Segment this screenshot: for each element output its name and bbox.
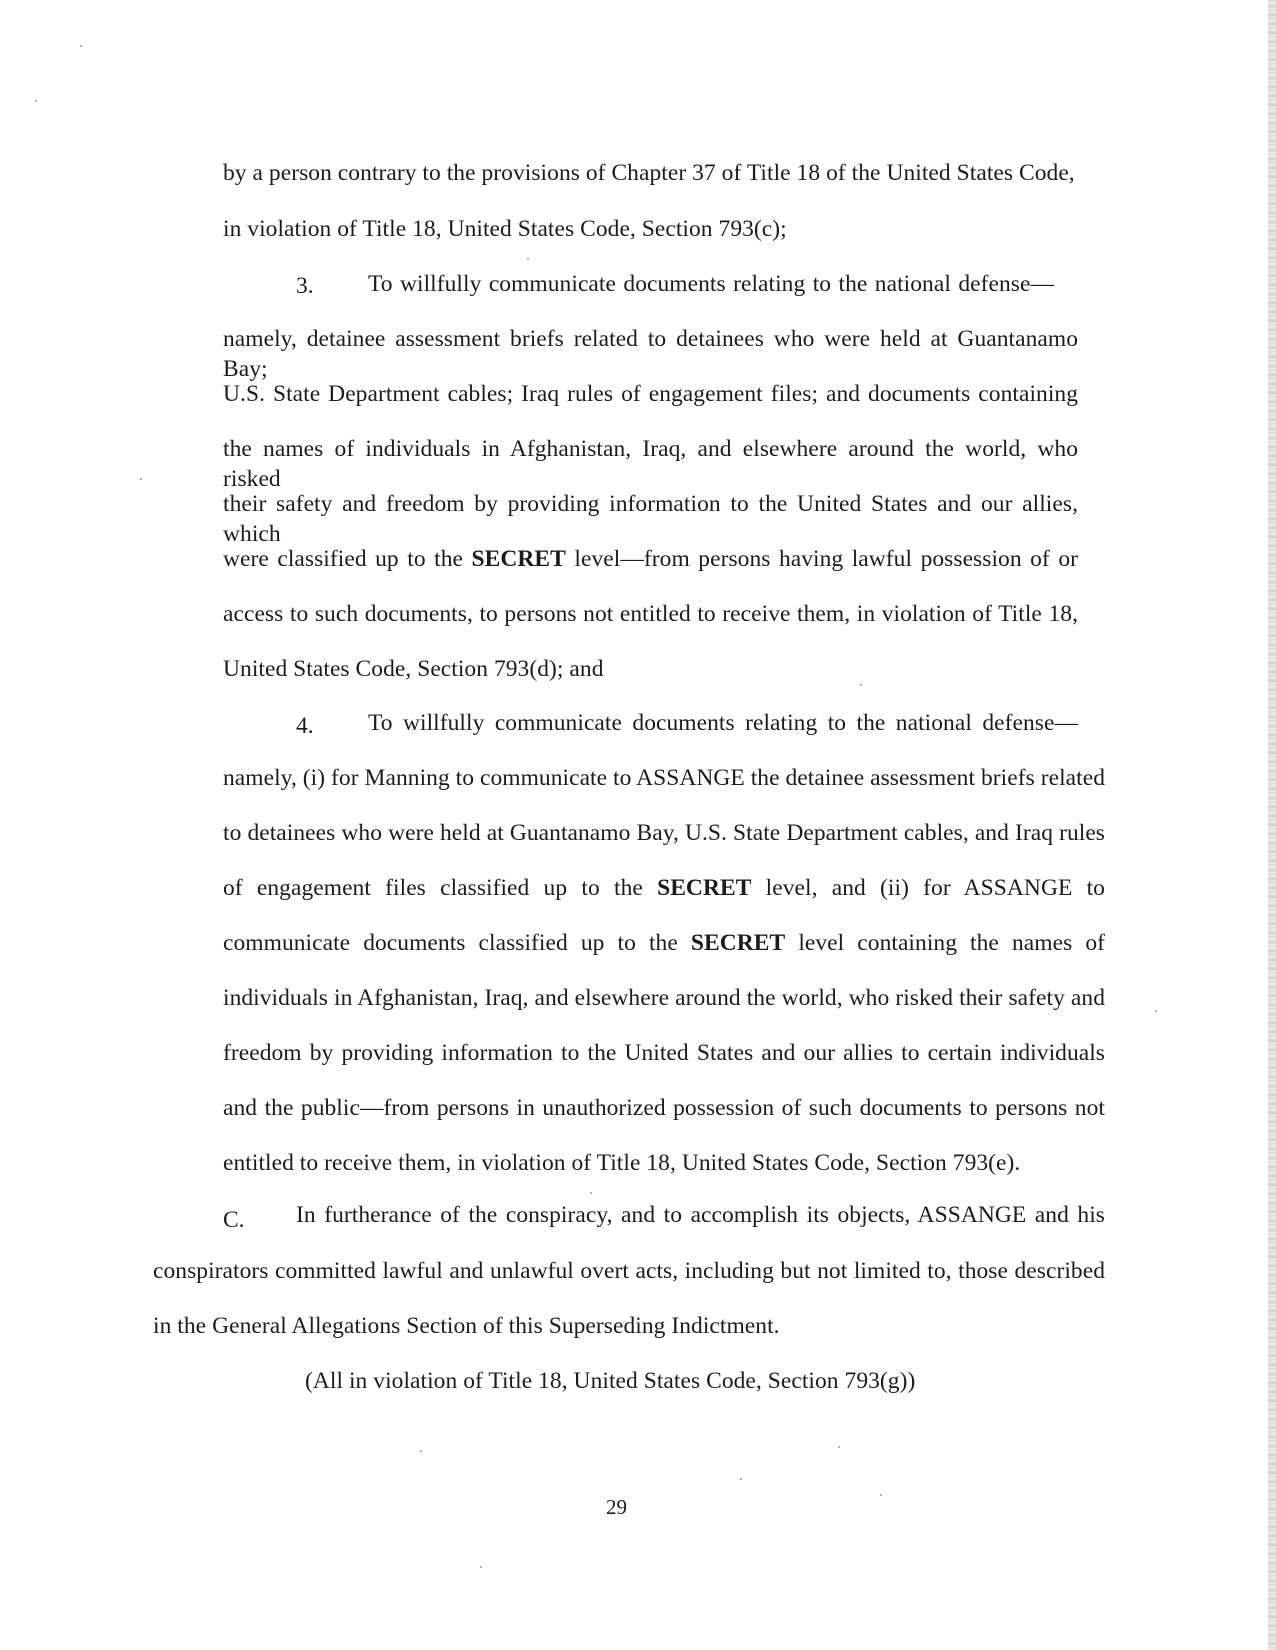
scan-speck (420, 1450, 422, 1452)
scan-speck (527, 258, 529, 260)
page-number: 29 (606, 1495, 628, 1519)
scan-edge (1268, 0, 1276, 1650)
text-line: their safety and freedom by providing information to the United States and our allies, which (223, 491, 1078, 547)
section-marker: C. (223, 1207, 245, 1233)
text-line-with-bold (223, 928, 1105, 958)
text-run: level, and (ii) for ASSANGE to (765, 875, 1105, 901)
text-line: To willfully communicate documents relating to the national defense— (368, 271, 1054, 297)
scan-speck (838, 1446, 840, 1448)
text-line: in violation of Title 18, United States Code, Section 793(c); (223, 216, 787, 242)
text-line-with-bold (223, 873, 1105, 903)
text-line: to detainees who were held at Guantanamo Bay, U.S. State Department cables, and Iraq rules (223, 820, 1105, 846)
text-line: conspirators committed lawful and unlawful overt acts, including but not limited to, those described (153, 1258, 1105, 1284)
classification-term: SECRET (690, 930, 786, 956)
text-line: and the public—from persons in unauthorized possession of such documents to persons not (223, 1095, 1105, 1121)
text-line: in the General Allegations Section of this Superseding Indictment. (153, 1313, 780, 1339)
text-line: the names of individuals in Afghanistan, Iraq, and elsewhere around the world, who risked (223, 436, 1078, 492)
scan-speck (35, 100, 37, 102)
text-run: level—from persons having lawful possession of or (574, 546, 1079, 572)
text-line: To willfully communicate documents relating to the national defense— (368, 710, 1078, 736)
scan-speck (880, 1494, 882, 1496)
classification-term: SECRET (471, 546, 566, 572)
text-line: individuals in Afghanistan, Iraq, and elsewhere around the world, who risked their safety and (223, 985, 1105, 1011)
text-line: freedom by providing information to the United States and our allies to certain individuals (223, 1040, 1105, 1066)
scan-speck (80, 45, 82, 47)
classification-term: SECRET (657, 875, 752, 901)
text-line: United States Code, Section 793(d); and (223, 656, 604, 682)
item-number: 3. (296, 273, 314, 299)
scan-speck (140, 478, 142, 480)
text-run: communicate documents classified up to the (223, 930, 678, 956)
scan-speck (740, 1478, 742, 1480)
text-line: In furtherance of the conspiracy, and to accomplish its objects, ASSANGE and his (296, 1202, 1105, 1228)
text-line: namely, (i) for Manning to communicate to ASSANGE the detainee assessment briefs related (223, 765, 1105, 791)
text-run: of engagement files classified up to the (223, 875, 643, 901)
statute-citation: (All in violation of Title 18, United States Code, Section 793(g)) (305, 1368, 916, 1394)
text-line: by a person contrary to the provisions of Chapter 37 of Title 18 of the United States Code, (223, 160, 1075, 186)
scan-speck (480, 1566, 482, 1568)
text-line-with-bold (223, 544, 1078, 574)
text-line: namely, detainee assessment briefs related to detainees who were held at Guantanamo Bay; (223, 326, 1078, 382)
text-run: were classified up to the (223, 546, 464, 572)
text-line: access to such documents, to persons not entitled to receive them, in violation of Title 18, (223, 601, 1078, 627)
scan-speck (590, 1192, 592, 1194)
text-line: entitled to receive them, in violation of Title 18, United States Code, Section 793(e). (223, 1150, 1021, 1176)
text-run: level containing the names of (798, 930, 1106, 956)
item-number: 4. (296, 713, 314, 739)
scan-speck (1155, 1010, 1157, 1012)
text-line: U.S. State Department cables; Iraq rules of engagement files; and documents containing (223, 381, 1078, 407)
scan-speck (860, 684, 862, 686)
